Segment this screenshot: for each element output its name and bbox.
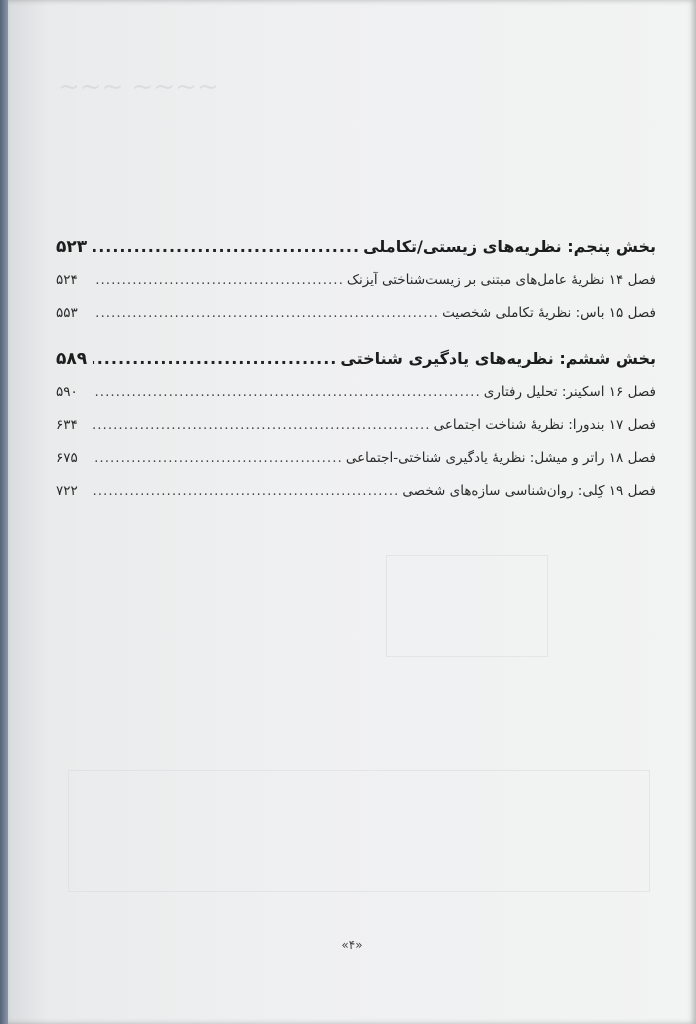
chapter-19-page: ۷۲۲ [56, 483, 78, 499]
show-through-frame-2 [68, 770, 650, 892]
chapter-14-title: فصل ۱۴ نظریهٔ عامل‌های مبتنی بر زیست‌شناختی آیزنک [346, 272, 656, 288]
chapter-19-title: فصل ۱۹ کِلی: روان‌شناسی سازه‌های شخصی [402, 483, 656, 499]
toc-entry-chapter-17[interactable] [56, 409, 656, 442]
part-6-heading[interactable] [56, 342, 656, 376]
chapter-18-title: فصل ۱۸ راتر و میشل: نظریهٔ یادگیری شناختی-اجتماعی [345, 450, 656, 466]
chapter-16-title: فصل ۱۶ اسکینر: تحلیل رفتاری [483, 384, 656, 400]
leader-dots [93, 342, 337, 376]
part-5-heading[interactable] [56, 230, 656, 264]
chapter-16-page: ۵۹۰ [56, 384, 78, 400]
toc-entry-chapter-16[interactable] [56, 376, 656, 409]
leader-dots [93, 230, 360, 264]
leader-dots [93, 297, 439, 330]
leader-dots [93, 409, 431, 442]
chapter-14-page: ۵۲۴ [56, 272, 78, 288]
page-number: «۴» [341, 938, 363, 952]
chapter-17-page: ۶۳۴ [56, 417, 78, 433]
book-page [8, 0, 696, 1024]
show-through-frame [386, 555, 548, 657]
chapter-17-title: فصل ۱۷ بندورا: نظریهٔ شناخت اجتماعی [433, 417, 656, 433]
show-through-heading: ~~~~ ~~~ [58, 72, 219, 102]
leader-dots [93, 264, 344, 297]
leader-dots [93, 442, 343, 475]
part-6-title: بخش ششم: نظریه‌های یادگیری شناختی [340, 349, 656, 368]
chapter-15-page: ۵۵۳ [56, 305, 78, 321]
leader-dots [93, 475, 399, 508]
part-5-page: ۵۲۳ [56, 237, 88, 257]
toc-entry-chapter-15[interactable] [56, 297, 656, 330]
section-gap [56, 330, 656, 342]
table-of-contents [56, 230, 656, 508]
part-5-title: بخش پنجم: نظریه‌های زیستی/تکاملی [363, 237, 656, 256]
part-6-page: ۵۸۹ [56, 349, 88, 369]
toc-entry-chapter-14[interactable] [56, 264, 656, 297]
toc-entry-chapter-19[interactable] [56, 475, 656, 508]
chapter-15-title: فصل ۱۵ باس: نظریهٔ تکاملی شخصیت [442, 305, 656, 321]
toc-entry-chapter-18[interactable] [56, 442, 656, 475]
chapter-18-page: ۶۷۵ [56, 450, 78, 466]
book-spine-edge [0, 0, 8, 1024]
leader-dots [93, 376, 481, 409]
